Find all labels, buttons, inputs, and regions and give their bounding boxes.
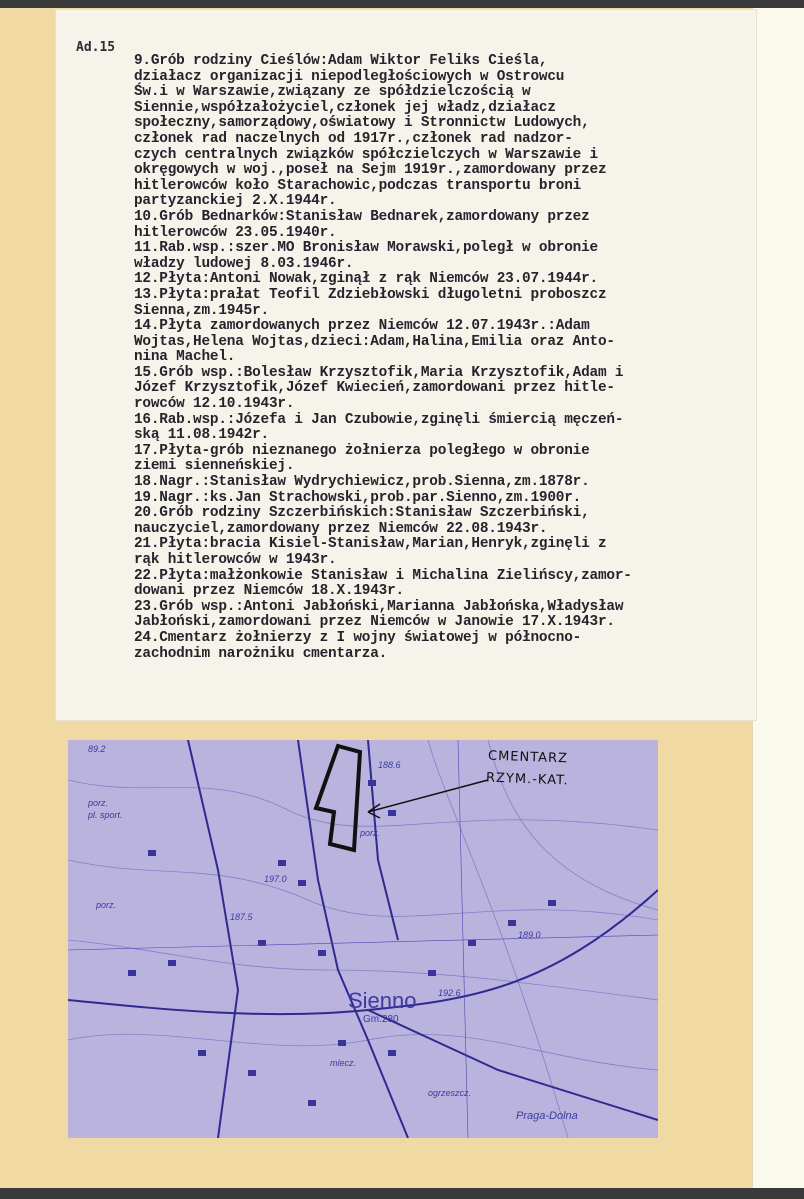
entry-line: zachodnim narożniku cmentarza. — [134, 645, 388, 662]
entry-line: 14.Płyta zamordowanych przez Niemców 12.07.1943r.:Adam — [134, 318, 590, 335]
entry-line: członek rad naczelnych od 1917r.,członek rad nadzor- — [134, 130, 573, 147]
entry-line: 20.Grób rodziny Szczerbińskich:Stanisław Szczerbiński, — [134, 505, 590, 522]
entry-line: społeczny,samorządowy,oświatowy i Stronnictw Ludowych, — [134, 115, 590, 132]
map-town-name: Sienno — [348, 988, 417, 1013]
entry-line: władzy ludowej 8.03.1946r. — [134, 255, 354, 272]
map-label: 187.5 — [230, 912, 253, 922]
entry-line: 18.Nagr.:Stanisław Wydrychiewicz,prob.Sienna,zm.1878r. — [134, 474, 590, 491]
map-label: ogrzeszcz. — [428, 1088, 472, 1098]
map-town-sub: Gm.280 — [363, 1014, 399, 1025]
map-label: 188.6 — [378, 760, 401, 770]
entry-line: hitlerowców 23.05.1940r. — [134, 224, 337, 241]
typed-sheet — [56, 10, 756, 720]
map-label: mlecz. — [330, 1058, 357, 1068]
entry-line: 22.Płyta:małżonkowie Stanisław i Michalina Zielińscy,zamor- — [134, 567, 632, 584]
entry-line: Św.i w Warszawie,związany ze spółdzielczością w — [134, 84, 531, 101]
map-label: 89.2 — [88, 744, 106, 754]
entry-line: Jabłoński,zamordowani przez Niemców w Janowie 17.X.1943r. — [134, 614, 615, 631]
map-label: Praga-Dolna — [516, 1110, 578, 1122]
annotation-arrow — [368, 780, 488, 812]
entry-line: okręgowych w woj.,poseł na Sejm 1919r.,zamordowany przez — [134, 162, 607, 179]
entry-line: 23.Grób wsp.:Antoni Jabłoński,Marianna Jabłońska,Władysław — [134, 598, 624, 615]
entry-line: Sienna,zm.1945r. — [134, 302, 269, 319]
map-annotation-1: CMENTARZ — [487, 748, 569, 767]
map-label: 197.0 — [264, 874, 287, 884]
entry-line: Wojtas,Helena Wojtas,dzieci:Adam,Halina,Emilia oraz Anto- — [134, 333, 615, 350]
entry-line: 11.Rab.wsp.:szer.MO Bronisław Morawski,poległ w obronie — [134, 240, 598, 257]
entry-line: ską 11.08.1942r. — [134, 427, 269, 444]
map-label: 189.0 — [518, 930, 541, 940]
entry-line: 13.Płyta:prałat Teofil Zdziebłowski długoletni proboszcz — [134, 286, 607, 303]
entry-line: 21.Płyta:bracia Kisiel-Stanisław,Marian,Henryk,zginęli z — [134, 536, 607, 553]
entry-line: 16.Rab.wsp.:Józefa i Jan Czubowie,zginęli śmiercią męczeń- — [134, 411, 624, 428]
entry-line: rąk hitlerowców w 1943r. — [134, 552, 337, 568]
map-label: pl. sport. — [88, 810, 123, 820]
map-label: porz. — [96, 900, 117, 910]
map-annotation-2: RZYM.-KAT. — [485, 770, 569, 789]
entry-line: 12.Płyta:Antoni Nowak,zginął z rąk Niemców 23.07.1944r. — [134, 271, 598, 288]
entry-list — [134, 54, 734, 662]
entry-line: 24.Cmentarz żołnierzy z I wojny światowej w północno- — [134, 629, 582, 646]
map-label: porz. — [88, 798, 109, 808]
entry-line: hitlerowców koło Starachowic,podczas transportu broni — [134, 177, 582, 194]
map-drawing — [68, 740, 658, 1138]
page-label: Ad.15 — [76, 40, 116, 55]
entry-line: nauczyciel,zamordowany przez Niemców 22.08.1943r. — [134, 520, 548, 537]
entry-line: 17.Płyta-grób nieznanego żołnierza poległego w obronie — [134, 442, 590, 459]
entry-line: nina Machel. — [134, 349, 236, 366]
entry-line: Józef Krzysztofik,Józef Kwiecień,zamordowani przez hitle- — [134, 380, 615, 397]
entry-line: 15.Grób wsp.:Bolesław Krzysztofik,Maria Krzysztofik,Adam i — [134, 364, 624, 381]
entry-line: 10.Grób Bednarków:Stanisław Bednarek,zamordowany przez — [134, 208, 590, 225]
entry-line: czych centralnych związków spółczielczych w Warszawie i — [134, 146, 598, 163]
map-label: porz. — [360, 828, 381, 838]
cemetery-outline — [316, 746, 360, 850]
backing-strip — [752, 8, 804, 1188]
entry-line: partyzanckiej 2.X.1944r. — [134, 193, 337, 210]
entry-line: 19.Nagr.:ks.Jan Strachowski,prob.par.Sienno,zm.1900r. — [134, 489, 582, 506]
entry-line: Siennie,współzałożyciel,członek jej władz,działacz — [134, 99, 556, 116]
entry-line: rowców 12.10.1943r. — [134, 396, 295, 413]
entry-line: 9.Grób rodziny Cieślów:Adam Wiktor Feliks Cieśla, — [134, 53, 548, 69]
entry-line: działacz organizacji niepodległościowych w Ostrowcu — [134, 68, 565, 85]
location-map — [68, 740, 658, 1138]
entry-line: dowani przez Niemców 18.X.1943r. — [134, 583, 404, 600]
entry-line: ziemi sienneńskiej. — [134, 458, 295, 475]
map-label: 192.6 — [438, 988, 461, 998]
